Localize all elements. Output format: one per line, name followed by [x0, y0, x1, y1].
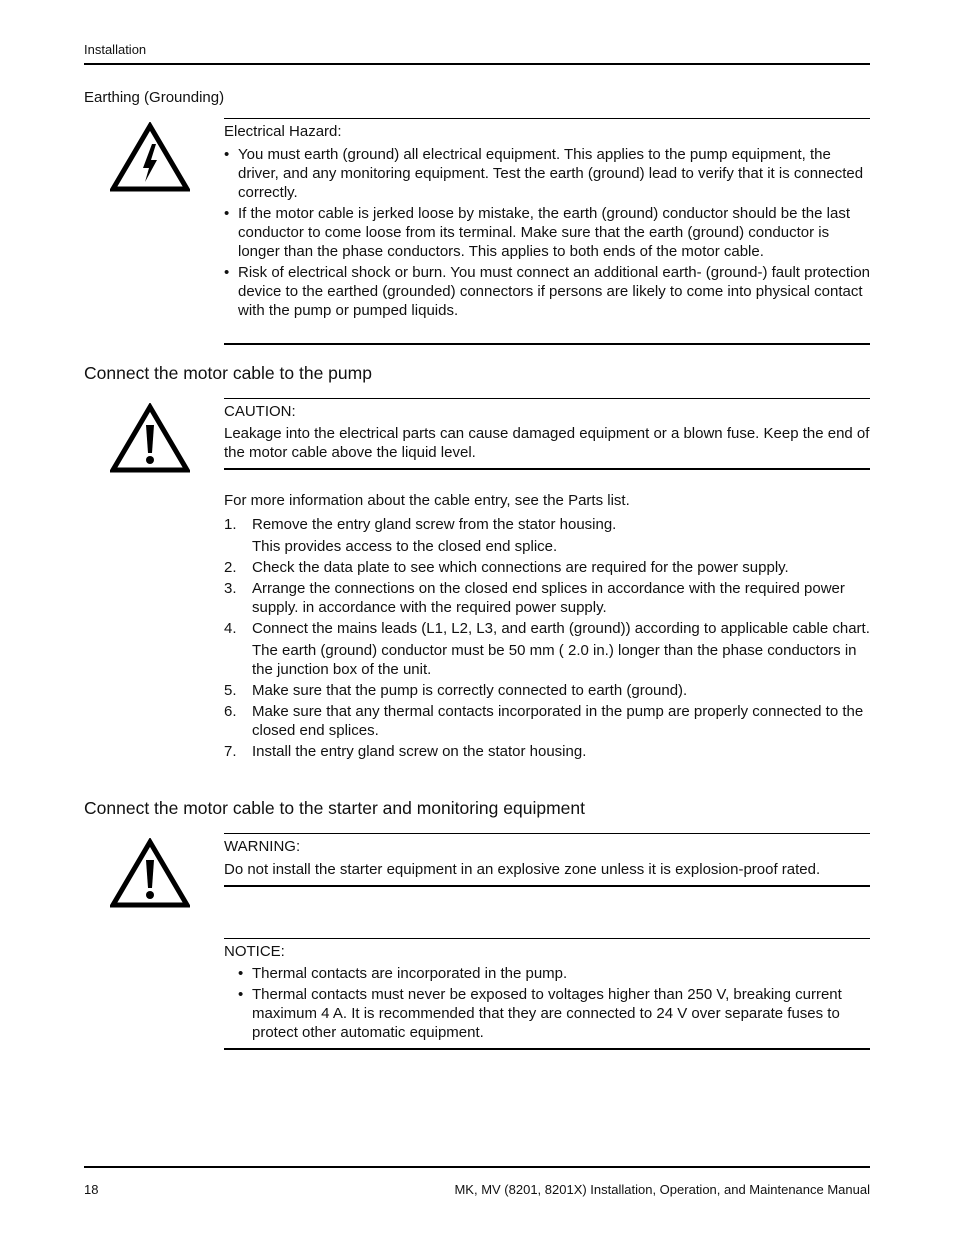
- hazard-bullet-list: [224, 145, 870, 322]
- warning-top-rule: [224, 833, 870, 834]
- procedure-steps: [224, 515, 870, 763]
- notice-bottom-rule: [224, 1048, 870, 1050]
- list-item: • You must earth (ground) all electrical equipment. This applies to the pump equipment, the driver, and any monitoring equipment. Test the earth (ground) lead to verify that it is connected correctly.: [224, 145, 870, 202]
- step-number: 2.: [224, 559, 237, 576]
- step-result: This provides access to the closed end splice.: [252, 538, 558, 555]
- notice-label: NOTICE:: [224, 943, 285, 960]
- hazard-bottom-rule: [224, 343, 870, 345]
- notice-top-rule: [224, 938, 870, 939]
- pump-section-heading: Connect the motor cable to the pump: [84, 363, 372, 383]
- step-number: 4.: [224, 620, 237, 637]
- caution-text: Leakage into the electrical parts can cause damaged equipment or a blown fuse. Keep the end of the motor cable above the liquid level.: [224, 425, 870, 461]
- header-rule: [84, 63, 870, 65]
- hazard-top-rule: [224, 118, 870, 119]
- procedure-step: [224, 742, 870, 761]
- procedure-step: [224, 579, 870, 617]
- step-text: Make sure that the pump is correctly connected to earth (ground).: [252, 682, 688, 699]
- caution-label: CAUTION:: [224, 403, 296, 420]
- list-item: • Risk of electrical shock or burn. You must connect an additional earth- (ground-) fault protection device to the earthed (grounded) connectors if persons are likely to come into physical contact with the pump or pumped liquids.: [224, 263, 870, 320]
- step-number: 1.: [224, 516, 237, 533]
- step-text: Arrange the connections on the closed end splices in accordance with the required power supply. in accordance with the required power supply.: [252, 580, 845, 616]
- footer-rule: [84, 1166, 870, 1168]
- procedure-step: [224, 515, 870, 556]
- list-item: • Thermal contacts are incorporated in the pump.: [238, 964, 870, 983]
- step-number: 5.: [224, 682, 237, 699]
- warning-label: WARNING:: [224, 838, 301, 855]
- electrical-hazard-icon: [110, 122, 190, 192]
- step-text: Check the data plate to see which connections are required for the power supply.: [252, 559, 789, 576]
- procedure-step: [224, 558, 870, 577]
- warning-bottom-rule: [224, 885, 870, 887]
- warning-icon: [110, 838, 190, 908]
- hazard-label: Electrical Hazard:: [224, 123, 342, 140]
- procedure-step: [224, 619, 870, 679]
- procedure-step: [224, 681, 870, 700]
- step-number: 6.: [224, 703, 237, 720]
- step-number: 3.: [224, 580, 237, 597]
- step-text: Install the entry gland screw on the stator housing.: [252, 743, 587, 760]
- list-item: • If the motor cable is jerked loose by mistake, the earth (ground) conductor should be the last conductor to come loose from its terminal. Make sure that the earth (ground) conductor is longer than the phase conductors. This applies to both ends of the motor cable.: [224, 204, 870, 261]
- caution-icon: [110, 403, 190, 473]
- notice-bullet-list: [238, 964, 870, 1044]
- list-item: • Thermal contacts must never be exposed to voltages higher than 250 V, breaking current maximum 4 A. It is recommended that they are connected to 24 V over separate fuses to protect other automatic equipment.: [238, 985, 870, 1042]
- page-number: 18: [84, 1182, 99, 1197]
- running-header: Installation: [84, 42, 147, 57]
- caution-top-rule: [224, 398, 870, 399]
- warning-text: Do not install the starter equipment in an explosive zone unless it is explosion-proof rated.: [224, 861, 821, 878]
- step-number: 7.: [224, 743, 237, 760]
- step-text: Connect the mains leads (L1, L2, L3, and earth (ground)) according to applicable cable chart.: [252, 620, 870, 637]
- manual-title: MK, MV (8201, 8201X) Installation, Operation, and Maintenance Manual: [454, 1182, 870, 1197]
- cable-entry-intro: For more information about the cable entry, see the Parts list.: [224, 492, 630, 509]
- step-text: Remove the entry gland screw from the stator housing.: [252, 516, 617, 533]
- procedure-step: [224, 702, 870, 740]
- starter-section-heading: Connect the motor cable to the starter and monitoring equipment: [84, 798, 585, 818]
- step-result: The earth (ground) conductor must be 50 mm ( 2.0 in.) longer than the phase conductors in the junction box of the unit.: [252, 642, 857, 678]
- earthing-heading: Earthing (Grounding): [84, 89, 225, 106]
- caution-bottom-rule: [224, 468, 870, 470]
- step-text: Make sure that any thermal contacts incorporated in the pump are properly connected to the closed end splices.: [252, 703, 864, 739]
